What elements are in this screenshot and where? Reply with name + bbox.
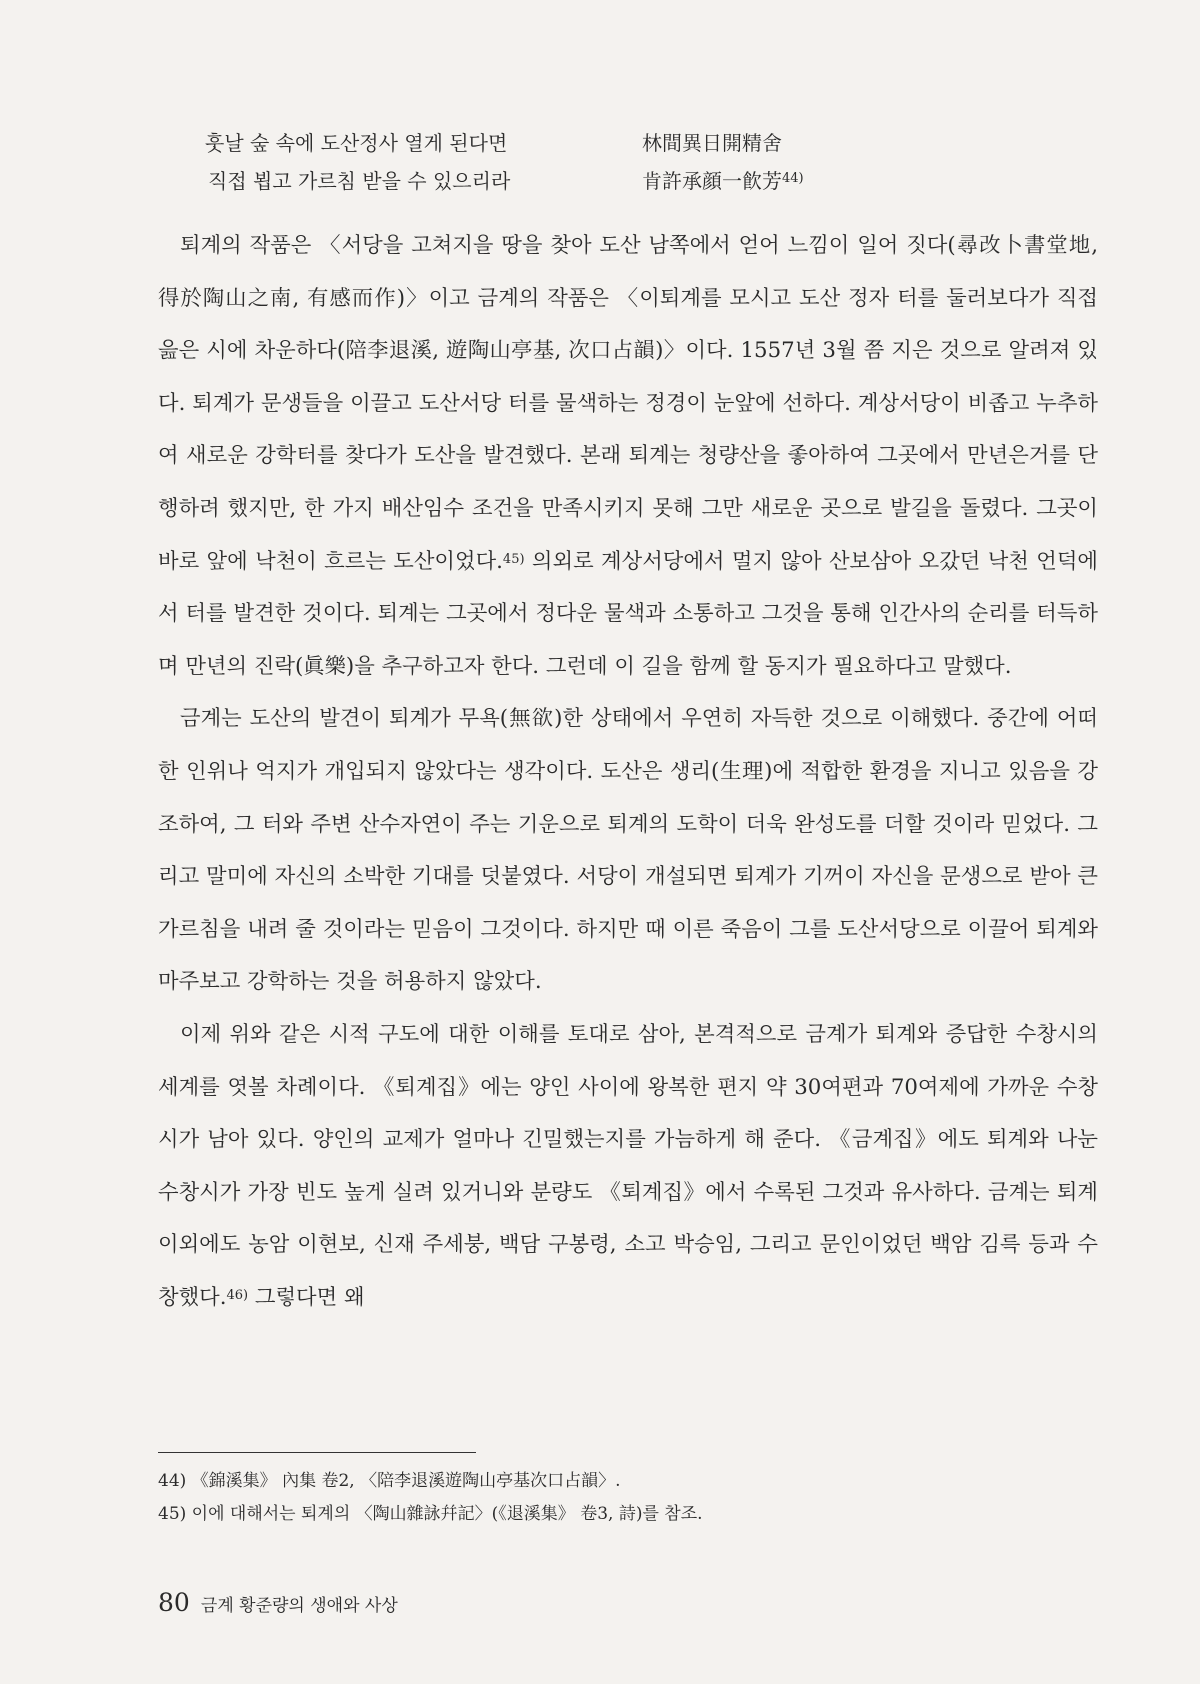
paragraph-text: 그렇다면 왜	[248, 1284, 365, 1310]
page-footer	[158, 1588, 398, 1617]
poem-chinese-text: 肯許承顔一飮芳	[642, 169, 782, 193]
footnote-divider	[158, 1452, 476, 1453]
poem-chinese-line	[642, 128, 782, 158]
footnote: 44) 《錦溪集》 內集 卷2, 〈陪李退溪遊陶山亭基次口占韻〉.	[158, 1471, 621, 1491]
paragraph: 금계는 도산의 발견이 퇴계가 무욕(無欲)한 상태에서 우연히 자득한 것으로 이해했다. 중간에 어떠한 인위나 억지가 개입되지 않았다는 생각이다. 도산은 생리(生理)에 적합한 환경을 지니고 있음을 강조하여, 그 터와 주변 산수자연이 주는 기운으로 퇴계의 도학이 더욱 완성도를 더할 것이라 믿었다. 그리고 말미에 자신의 소박한 기대를 덧붙였다. 서당이 개설되면 퇴계가 기꺼이 자신을 문생으로 받아 큰 가르침을 내려 줄 것이라는 믿음이 그것이다. 하지만 때 이른 죽음이 그를 도산서당으로 이끌어 퇴계와 마주보고 강학하는 것을 허용하지 않았다.	[158, 706, 1098, 995]
poem-line	[205, 166, 905, 204]
paragraph-text: 퇴계의 작품은 〈서당을 고쳐지을 땅을 찾아 도산 남쪽에서 얻어 느낌이 일어 짓다(尋改卜書堂地, 得於陶山之南, 有感而作)〉이고 금계의 작품은 〈이퇴계를 모시고 도산 정자 터를 둘러보다가 직접 읊은 시에 차운하다(陪李退溪, 遊陶山亭基, 次口占韻)〉이다. 1557년 3월 쯤 지은 것으로 알려져 있다. 퇴계가 문생들을 이끌고 도산서당 터를 물색하는 정경이 눈앞에 선하다. 계상서당이 비좁고 누추하여 새로운 강학터를 찾다가 도산을 발견했다. 본래 퇴계는 청량산을 좋아하여 그곳에서 만년은거를 단행하려 했지만, 한 가지 배산임수 조건을 만족시키지 못해 그만 새로운 곳으로 발길을 돌렸다. 그곳이 바로 앞에 낙천이 흐르는 도산이었다.	[158, 233, 1098, 574]
page-number: 80	[158, 1588, 190, 1617]
footnote-marker: 44)	[782, 171, 804, 186]
poem-line	[205, 128, 905, 166]
footnote: 45) 이에 대해서는 퇴계의 〈陶山雜詠幷記〉(《退溪集》 卷3, 詩)를 참조.	[158, 1504, 703, 1524]
footnote-marker: 46)	[226, 1287, 249, 1303]
paragraph	[158, 220, 1098, 693]
footnotes	[158, 1465, 1098, 1531]
poem-block	[205, 128, 905, 204]
footnote-marker: 45)	[502, 551, 525, 567]
running-title: 금계 황준량의 생애와 사상	[200, 1596, 398, 1616]
poem-korean-line: 직접 뵙고 가르침 받을 수 있으리라	[208, 169, 511, 193]
body-text	[158, 220, 1098, 1324]
poem-chinese-line	[642, 166, 804, 196]
paragraph	[158, 1009, 1098, 1325]
paragraph-text: 의외로 계상서당에서 멀지 않아 산보삼아 오갔던 낙천 언덕에서 터를 발견한 것이다. 퇴계는 그곳에서 정다운 물색과 소통하고 그것을 통해 인간사의 순리를 터득하며 만년의 진락(眞樂)을 추구하고자 한다. 그런데 이 길을 함께 할 동지가 필요하다고 말했다.	[158, 548, 1098, 679]
paragraph-text: 이제 위와 같은 시적 구도에 대한 이해를 토대로 삼아, 본격적으로 금계가 퇴계와 증답한 수창시의 세계를 엿볼 차례이다. 《퇴계집》에는 양인 사이에 왕복한 편지 약 30여편과 70여제에 가까운 수창시가 남아 있다. 양인의 교제가 얼마나 긴밀했는지를 가늠하게 해 준다. 《금계집》에도 퇴계와 나눈 수창시가 가장 빈도 높게 실려 있거니와 분량도 《퇴계집》에서 수록된 그것과 유사하다. 금계는 퇴계 이외에도 농암 이현보, 신재 주세붕, 백담 구봉령, 소고 박승임, 그리고 문인이었던 백암 김륵 등과 수창했다.	[158, 1021, 1098, 1310]
poem-korean-line: 훗날 숲 속에 도산정사 열게 된다면	[205, 131, 508, 155]
poem-chinese-text: 林間異日開精舍	[642, 131, 782, 155]
